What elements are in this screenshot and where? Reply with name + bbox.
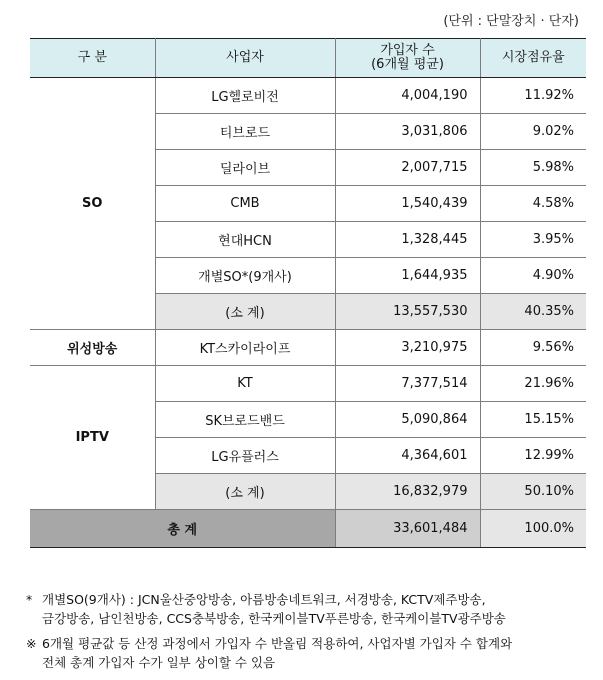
subscriber-count: 5,090,864 (335, 402, 480, 438)
table-row (30, 366, 586, 402)
header-subscribers-line1: 가입자 수 (380, 42, 435, 58)
table-header-row (30, 39, 586, 78)
group-iptv: IPTV (30, 366, 155, 510)
subtotal-subscribers: 13,557,530 (335, 294, 480, 330)
subscriber-count: 3,031,806 (335, 114, 480, 150)
footnote-mark: ※ (26, 636, 37, 651)
subscriber-table (30, 38, 586, 548)
subscriber-count: 1,644,935 (335, 258, 480, 294)
subscriber-count: 4,004,190 (335, 78, 480, 114)
subscriber-count: 7,377,514 (335, 366, 480, 402)
market-share: 15.15% (480, 402, 586, 438)
operator-name: 티브로드 (155, 114, 335, 150)
group-satellite: 위성방송 (30, 330, 155, 366)
market-share: 11.92% (480, 78, 586, 114)
footnote-individual-so (26, 590, 588, 628)
footnote-rounding (26, 634, 588, 672)
header-category: 구 분 (30, 39, 155, 78)
footnote-line: 전체 총계 가입자 수가 일부 상이할 수 있음 (42, 655, 276, 670)
operator-name: 딜라이브 (155, 150, 335, 186)
total-subscribers: 33,601,484 (335, 510, 480, 548)
market-share: 12.99% (480, 438, 586, 474)
operator-name: KT스카이라이프 (155, 330, 335, 366)
subscriber-count: 3,210,975 (335, 330, 480, 366)
operator-name: 현대HCN (155, 222, 335, 258)
market-share: 9.56% (480, 330, 586, 366)
header-market-share: 시장점유율 (480, 39, 586, 78)
footnote-line: 개별SO(9개사) : JCN울산중앙방송, 아름방송네트워크, 서경방송, KCTV제주방송, (42, 592, 486, 607)
unit-label: (단위 : 단말장치 · 단자) (443, 14, 579, 29)
total-share: 100.0% (480, 510, 586, 548)
market-share: 4.58% (480, 186, 586, 222)
subtotal-subscribers: 16,832,979 (335, 474, 480, 510)
total-row (30, 510, 586, 548)
market-share: 5.98% (480, 150, 586, 186)
subscriber-count: 1,540,439 (335, 186, 480, 222)
operator-name: CMB (155, 186, 335, 222)
header-subscribers (335, 39, 480, 78)
market-share: 9.02% (480, 114, 586, 150)
subscriber-count: 4,364,601 (335, 438, 480, 474)
operator-name: 개별SO*(9개사) (155, 258, 335, 294)
header-operator: 사업자 (155, 39, 335, 78)
table-row (30, 330, 586, 366)
footnote-line: 6개월 평균값 등 산정 과정에서 가입자 수 반올림 적용하여, 사업자별 가입자 수 합계와 (42, 636, 513, 651)
operator-name: LG헬로비전 (155, 78, 335, 114)
operator-name: KT (155, 366, 335, 402)
subscriber-count: 1,328,445 (335, 222, 480, 258)
subtotal-share: 40.35% (480, 294, 586, 330)
market-share: 3.95% (480, 222, 586, 258)
footnote-mark: * (26, 592, 33, 607)
total-label: 총 계 (30, 510, 335, 548)
subtotal-share: 50.10% (480, 474, 586, 510)
market-share: 21.96% (480, 366, 586, 402)
operator-name: LG유플러스 (155, 438, 335, 474)
operator-name: SK브로드밴드 (155, 402, 335, 438)
subtotal-label: (소 계) (155, 474, 335, 510)
subtotal-label: (소 계) (155, 294, 335, 330)
subscriber-count: 2,007,715 (335, 150, 480, 186)
footnote-line: 금강방송, 남인천방송, CCS충북방송, 한국케이블TV푸른방송, 한국케이블TV광주방송 (42, 611, 506, 626)
market-share: 4.90% (480, 258, 586, 294)
header-subscribers-line2: (6개월 평균) (371, 57, 444, 72)
group-so: SO (30, 78, 155, 330)
table-row (30, 78, 586, 114)
